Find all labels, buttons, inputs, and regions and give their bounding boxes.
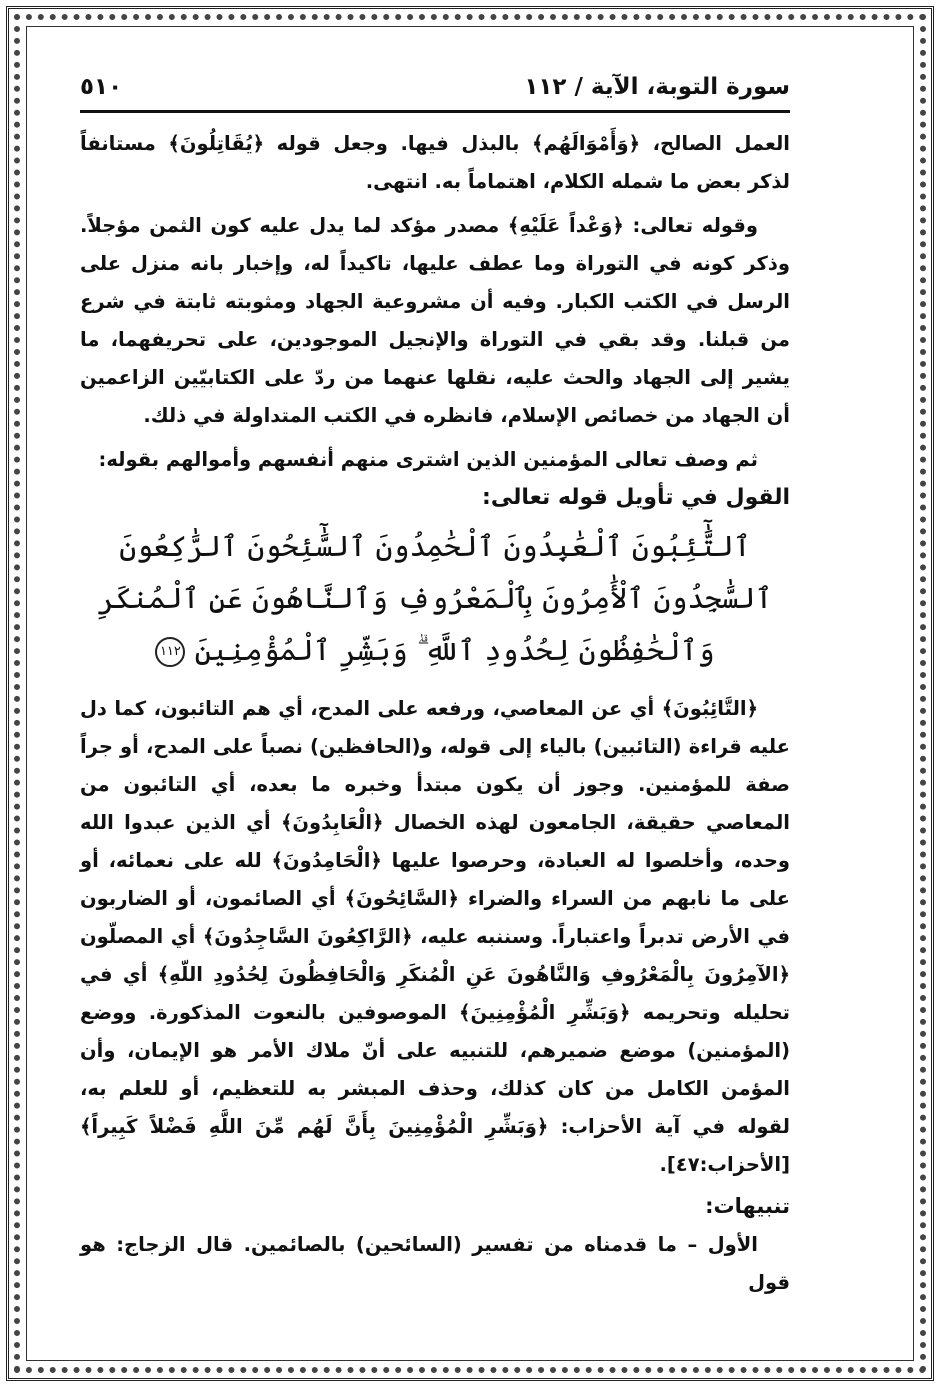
quran-verse [80, 520, 790, 676]
section-heading: القول في تأويل قوله تعالى: [482, 485, 790, 510]
note-first: الأول – ما قدمناه من تفسير (السائحين) بالصائمين. قال الزجاج: هو قول [80, 1233, 790, 1294]
page-content [80, 74, 790, 1308]
paragraph-3: ثم وصف تعالى المؤمنين الذين اشترى منهم أنفسهم وأموالهم بقوله: [98, 448, 758, 471]
verse-number-badge: ١١٢ [155, 637, 185, 667]
paragraph-1: العمل الصالح، ﴿وَأَمْوَالَهُم﴾ بالبذل فيها. وجعل قوله ﴿يُقَاتِلُونَ﴾ مستانفاً لذكر بعض ما شمله الكلام، اهتماماً به. انتهى. [80, 132, 790, 193]
notes-heading: تنبيهات: [705, 1194, 790, 1218]
page-header [80, 74, 790, 113]
commentary-paragraph: ﴿التَّائِبُونَ﴾ أي عن المعاصي، ورفعه على المدح، أي هم التائبون، كما دل عليه قراءة (التائبين) بالياء إلى قوله، و(الحافظين) نصباً على المدح، أو جراً صفة للمؤمنين. وجوز أن يكون مبتدأ وخبره ما بعده، أي التائبون من المعاصي حقيقة، الجامعون لهذه الخصال ﴿الْعَابِدُونَ﴾ أي الذين عبدوا الله وحده، وأخلصوا له العبادة، وحرصوا عليها ﴿الْحَامِدُونَ﴾ لله على نعمائه، أو على ما نابهم من السراء والضراء ﴿السَّائِحُونَ﴾ أي الصائمون، أو الضاربون في الأرض تدبراً واعتباراً. وسننبه عليه، ﴿الرَّاكِعُونَ السَّاجِدُونَ﴾ أي المصلّون ﴿الآمِرُونَ بِالْمَعْرُوفِ وَالنَّاهُونَ عَنِ الْمُنكَرِ وَالْحَافِظُونَ لِحُدُودِ اللّهِ﴾ أي في تحليله وتحريمه ﴿وَبَشِّرِ الْمُؤْمِنِينَ﴾ الموصوفين بالنعوت المذكورة. ووضع (المؤمنين) موضع ضميرهم، للتنبيه على أنّ ملاك الأمر هو الإيمان، وأن المؤمن الكامل من كان كذلك، وحذف المبشر به للتعظيم، أو للعلم به، لقوله في آية الأحزاب: ﴿وَبَشِّرِ الْمُؤْمِنِينَ بِأَنَّ لَهُم مِّنَ اللَّهِ فَضْلاً كَبِيراً﴾ [الأحزاب:٤٧]. [80, 697, 790, 1176]
page-number: ٥١٠ [80, 74, 123, 100]
verse-line-2: ٱلسَّٰجِدُونَ ٱلْأَٰمِرُونَ بِٱلْمَعْرُوفِ وَٱلنَّاهُونَ عَنِ ٱلْمُنكَرِ [97, 581, 773, 615]
verse-line-3 [80, 624, 790, 676]
paragraph-2: وقوله تعالى: ﴿وَعْداً عَلَيْهِ﴾ مصدر مؤكد لما يدل عليه كون الثمن مؤجلاً. وذكر كونه في التوراة وما عطف عليها، تاكيداً له، وإخبار بانه منزل على الرسل في الكتب الكبار. وفيه أن مشروعية الجهاد ومثوبته ثابتة في شرع من قبلنا. وقد بقي في التوراة والإنجيل الموجودين، على تحريفهما، ما يشير إلى الجهاد والحث عليه، نقلها عنهما من ردّ على الكتابيّين الزاعمين أن الجهاد من خصائص الإسلام، فانظره في الكتب المتداولة في ذلك. [80, 214, 790, 427]
verse-line-1: ٱلتَّٰٓئِبُونَ ٱلْعَٰبِدُونَ ٱلْحَٰمِدُونَ ٱلسَّٰٓئِحُونَ ٱلرَّٰكِعُونَ [119, 529, 751, 563]
verse-line-3-text: وَٱلْحَٰفِظُونَ لِحُدُودِ ٱللَّهِ ۗ وَبَشِّرِ ٱلْمُؤْمِنِينَ [194, 633, 715, 667]
surah-reference: سورة التوبة، الآية / ١١٢ [524, 74, 790, 100]
